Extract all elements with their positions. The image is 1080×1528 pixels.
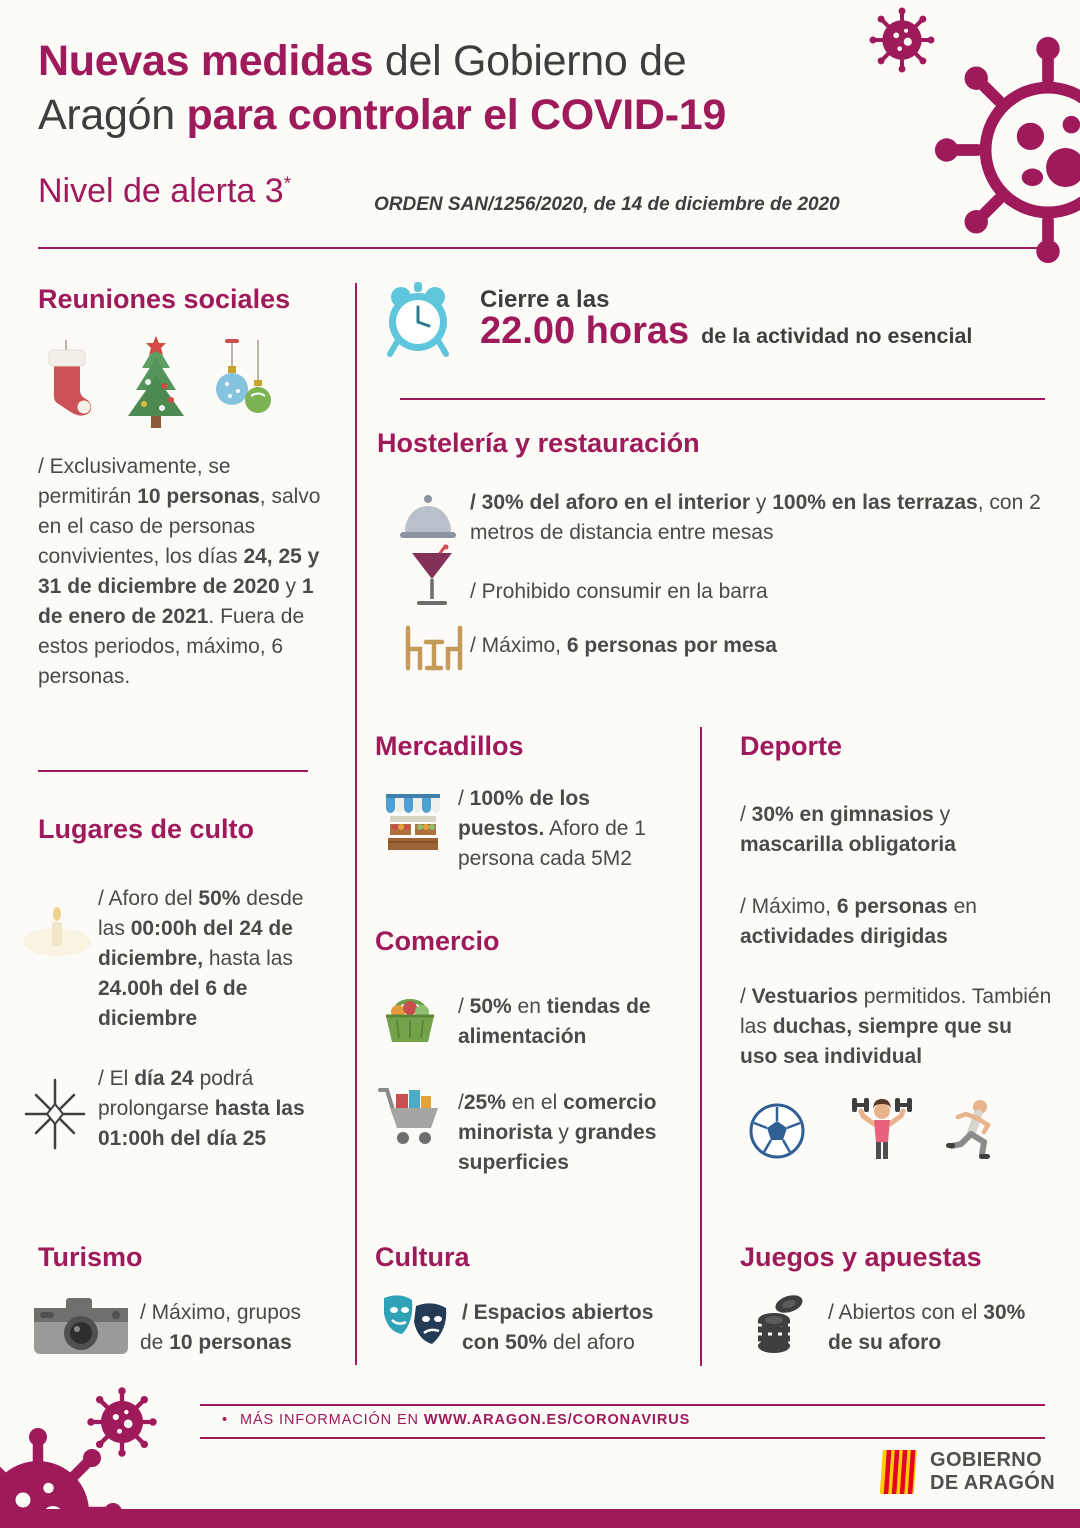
header-divider bbox=[38, 247, 1045, 249]
cierre-time: 22.00 horas bbox=[480, 310, 690, 352]
hosteleria-item-1-text: / 30% del aforo en el interior y 100% en las terrazas, con 2 metros de distancia entre mesas bbox=[470, 491, 1041, 544]
order-reference: ORDEN SAN/1256/2020, de 14 de diciembre de 2020 bbox=[374, 194, 840, 215]
gobierno-aragon-logo bbox=[878, 1448, 1055, 1496]
footer-divider-top bbox=[200, 1404, 1045, 1406]
camera-icon bbox=[32, 1292, 130, 1356]
turismo-body-text: / Máximo, grupos de 10 personas bbox=[140, 1301, 302, 1354]
section-heading-comercio: Comercio bbox=[375, 926, 500, 956]
footer-divider-bottom bbox=[200, 1437, 1045, 1439]
cierre-suffix: de la actividad no esencial bbox=[701, 324, 973, 348]
section-heading-juegos: Juegos y apuestas bbox=[740, 1242, 982, 1272]
cierre-divider bbox=[400, 398, 1045, 400]
culto-item-1-text: / Aforo del 50% desde las 00:00h del 24 de diciembre, hasta las 24.00h del 6 de diciembre bbox=[98, 887, 304, 1030]
deporte-item-1-text: / 30% en gimnasios y mascarilla obligatoria bbox=[740, 803, 956, 856]
christmas-tree-icon bbox=[118, 334, 194, 430]
footer-info-prefix: MÁS INFORMACIÓN EN bbox=[239, 1412, 424, 1428]
section-heading-hosteleria: Hostelería y restauración bbox=[377, 428, 700, 458]
hosteleria-item-3-text: / Máximo, 6 personas por mesa bbox=[470, 634, 777, 657]
page-title-line-1: Nuevas medidas del Gobierno de bbox=[38, 37, 687, 85]
poker-chips-icon bbox=[750, 1292, 808, 1354]
serving-cloche-icon bbox=[398, 492, 458, 540]
shopping-cart-icon bbox=[376, 1086, 442, 1150]
section-heading-culto: Lugares de culto bbox=[38, 814, 255, 844]
alert-level-asterisk: * bbox=[283, 172, 291, 194]
logo-line-2: DE ARAGÓN bbox=[930, 1472, 1056, 1494]
cierre-time-row bbox=[480, 310, 972, 353]
aragon-flag-icon bbox=[878, 1448, 918, 1496]
star-icon bbox=[22, 1078, 88, 1150]
weightlifter-icon bbox=[850, 1094, 914, 1162]
alarm-clock-icon bbox=[382, 280, 454, 358]
footer-info-url: WWW.ARAGON.ES/CORONAVIRUS bbox=[423, 1412, 691, 1428]
cierre-intro: Cierre a las bbox=[480, 286, 610, 313]
section-heading-deporte: Deporte bbox=[740, 731, 843, 761]
comercio-item-2-text: /25% en el comercio minorista y grandes superficies bbox=[458, 1091, 657, 1174]
gobierno-aragon-logo-text bbox=[930, 1449, 1055, 1495]
alert-level-text: Nivel de alerta 3 bbox=[38, 172, 284, 210]
alert-level bbox=[38, 172, 291, 211]
footer-info bbox=[222, 1412, 690, 1428]
deporte-item-2-text: / Máximo, 6 personas en actividades dirigidas bbox=[740, 895, 977, 948]
culto-item-2-text: / El día 24 podrá prolongarse hasta las 01:00h del día 25 bbox=[98, 1067, 305, 1150]
cocktail-icon bbox=[408, 543, 456, 609]
theater-masks-icon bbox=[378, 1292, 452, 1352]
left-section-divider bbox=[38, 770, 308, 772]
page-title bbox=[38, 34, 888, 142]
column-divider-left bbox=[355, 283, 357, 1365]
section-heading-mercadillos: Mercadillos bbox=[375, 731, 524, 761]
deporte-item-3-text: / Vestuarios permitidos. También las duchas, siempre que su uso sea individual bbox=[740, 985, 1052, 1068]
section-heading-turismo: Turismo bbox=[38, 1242, 143, 1272]
candle-icon bbox=[20, 900, 94, 962]
food-basket-icon bbox=[380, 986, 440, 1044]
christmas-stocking-icon bbox=[36, 338, 98, 430]
soccer-ball-icon bbox=[748, 1102, 806, 1160]
christmas-icons-row bbox=[36, 334, 274, 430]
market-stall-icon bbox=[382, 792, 444, 852]
christmas-ornaments-icon bbox=[214, 338, 274, 430]
cultura-body-text: / Espacios abiertos con 50% del aforo bbox=[462, 1301, 654, 1354]
mercadillos-body-text: / 100% de los puestos. Aforo de 1 persona cada 5M2 bbox=[458, 787, 646, 870]
runner-icon bbox=[944, 1098, 1000, 1164]
bottom-color-bar bbox=[0, 1509, 1080, 1528]
footer-bullet: • bbox=[222, 1412, 228, 1428]
section-heading-reuniones: Reuniones sociales bbox=[38, 284, 291, 314]
page-title-line-2: Aragón para controlar el COVID-19 bbox=[38, 91, 726, 139]
reuniones-body-text: / Exclusivamente, se permitirán 10 personas, salvo en el caso de personas convivientes, los días 24, 25 y 31 de diciembre de 2020 y 1 de enero de 2021. Fuera de estos periodos, máximo, 6 personas. bbox=[38, 455, 321, 688]
table-chairs-icon bbox=[400, 622, 468, 672]
hosteleria-item-2-text: / Prohibido consumir en la barra bbox=[470, 580, 768, 603]
comercio-item-1-text: / 50% en tiendas de alimentación bbox=[458, 995, 651, 1048]
juegos-body-text: / Abiertos con el 30% de su aforo bbox=[828, 1301, 1026, 1354]
coronavirus-decoration-top-right bbox=[830, 0, 1080, 275]
coronavirus-decoration-bottom-left bbox=[0, 1382, 230, 1528]
logo-line-1: GOBIERNO bbox=[930, 1449, 1043, 1471]
section-heading-cultura: Cultura bbox=[375, 1242, 470, 1272]
